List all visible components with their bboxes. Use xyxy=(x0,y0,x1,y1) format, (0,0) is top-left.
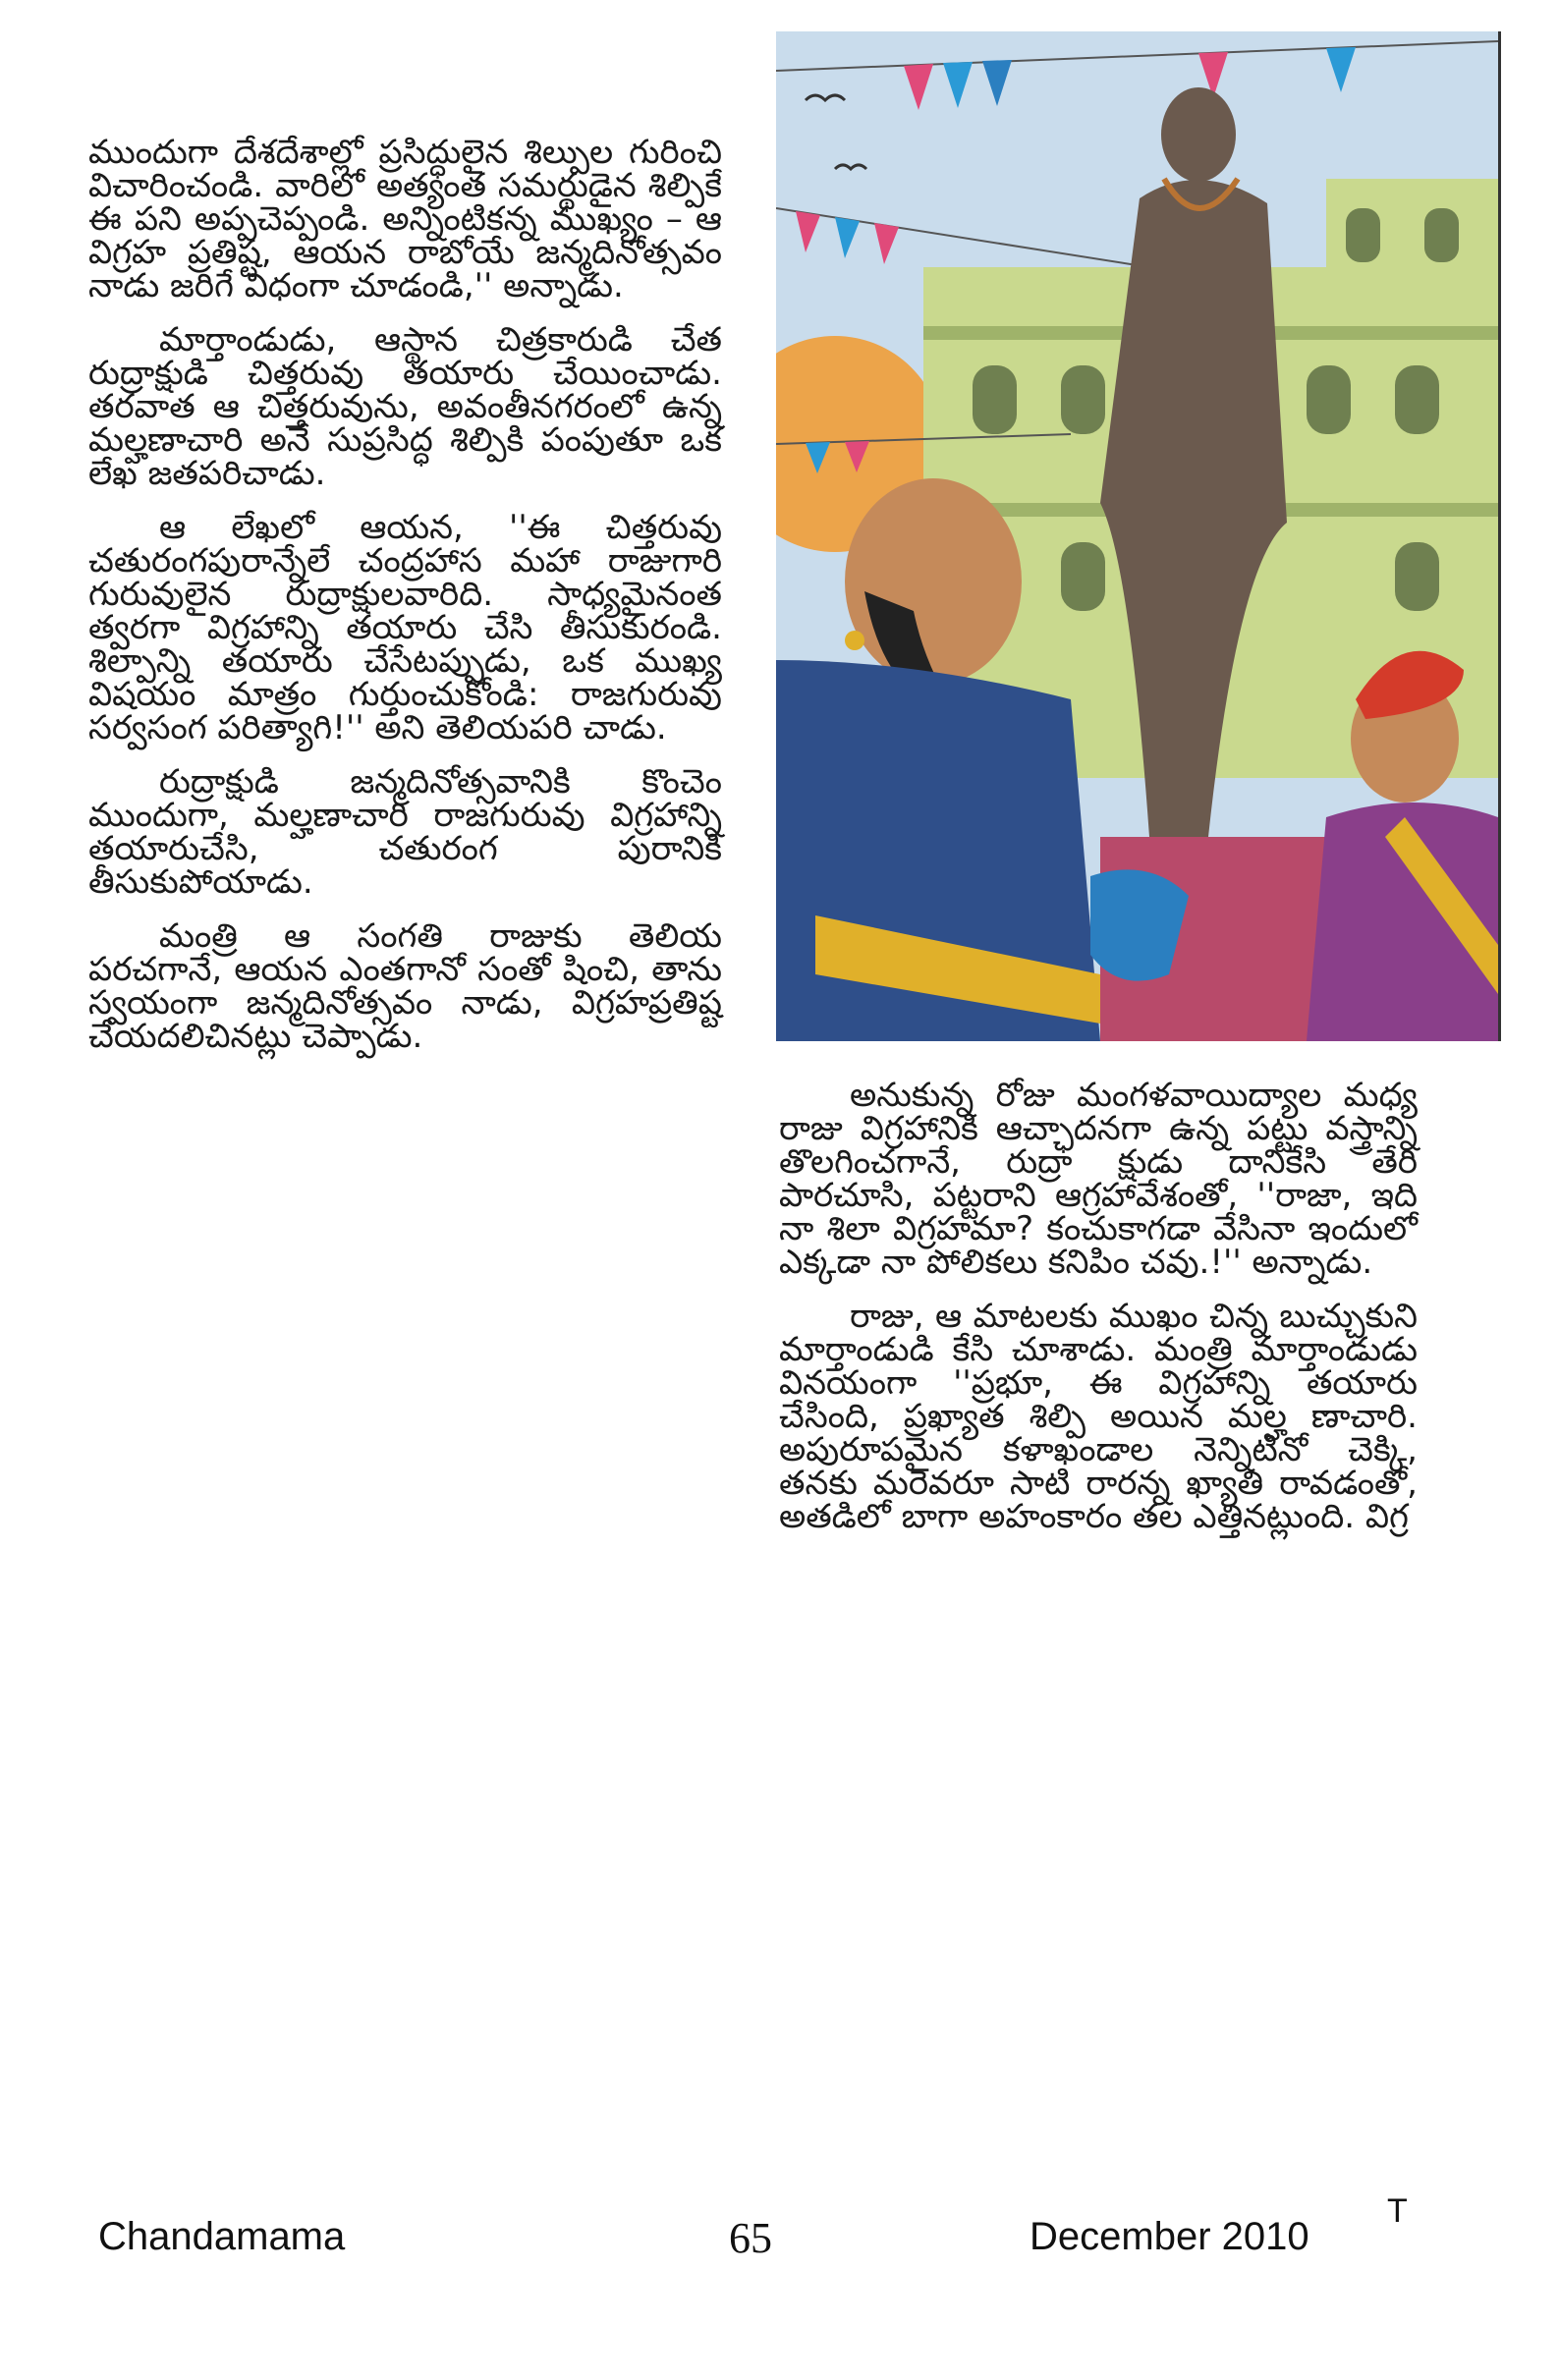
paragraph: రాజు, ఆ మాటలకు ముఖం చిన్న బుచ్చుకుని మార్తాండుడి కేసి చూశాడు. మంత్రి మార్తాండుడు వినయంగా ''ప్రభూ, ఈ విగ్రహాన్ని తయారు చేసింది, ప్రఖ్యాత శిల్పి అయిన మల్హ ణాచారి. అపురూపమైన కళాఖండాల నెన్నిటినో చెక్కి, తనకు మరెవరూ సాటి రారన్న ఖ్యాతి రావడంతో, అతడిలో బాగా అహంకారం తల ఎత్తినట్లుంది. విగ్ర xyxy=(779,1297,1418,1536)
right-text-column xyxy=(779,1076,1418,1554)
paragraph: మార్తాండుడు, ఆస్థాన చిత్రకారుడి చేత రుద్రాక్షుడి చిత్తరువు తయారు చేయించాడు. తరవాత ఆ చిత్తరువును, అవంతీనగరంలో ఉన్న మల్హణాచారి అనే సుప్రసిద్ధ శిల్పికి పంపుతూ ఒక లేఖ జతపరిచాడు. xyxy=(88,320,722,493)
story-illustration xyxy=(776,31,1501,1041)
magazine-name: Chandamama xyxy=(98,2215,346,2258)
issue-date: December 2010 xyxy=(1030,2215,1309,2258)
paragraph: మంత్రి ఆ సంగతి రాజుకు తెలియ పరచగానే, ఆయన ఎంతగానో సంతో షించి, తాను స్వయంగా జన్మదినోత్సవం నాడు, విగ్రహప్రతిష్ట చేయదలిచినట్లు చెప్పాడు. xyxy=(88,916,722,1056)
paragraph: రుద్రాక్షుడి జన్మదినోత్సవానికి కొంచెం ముందుగా, మల్హణాచారి రాజగురువు విగ్రహాన్ని తయారుచేసి, చతురంగ పురానికి తీసుకుపోయాడు. xyxy=(88,762,722,902)
paragraph: అనుకున్న రోజు మంగళవాయిద్యాల మధ్య రాజు విగ్రహానికి ఆచ్ఛాదనగా ఉన్న పట్టు వస్త్రాన్ని తొలగించగానే, రుద్రా క్షుడు దానికేసి తేరి పారచూసి, పట్టరాని ఆగ్రహావేశంతో, ''రాజా, ఇది నా శిలా విగ్రహమా? కంచుకాగడా వేసినా ఇందులో ఎక్కడా నా పోలికలు కనిపిం చవు.!'' అన్నాడు. xyxy=(779,1076,1418,1282)
left-text-column xyxy=(88,133,722,1074)
page-number: 65 xyxy=(729,2214,772,2262)
footer-mark: T xyxy=(1387,2192,1408,2230)
paragraph: ముందుగా దేశదేశాల్లో ప్రసిద్ధులైన శిల్పుల గురించి విచారించండి. వారిలో అత్యంత సమర్థుడైన శిల్పికే ఈ పని అప్పచెప్పండి. అన్నింటికన్న ముఖ్యం – ఆ విగ్రహ ప్రతిష్ట, ఆయన రాబోయే జన్మదినోత్సవం నాడు జరిగే విధంగా చూడండి,'' అన్నాడు. xyxy=(88,133,722,305)
illustration-drawing xyxy=(776,31,1498,1041)
paragraph: ఆ లేఖలో ఆయన, ''ఈ చిత్తరువు చతురంగపురాన్నేలే చంద్రహాస మహా రాజుగారి గురువులైన రుద్రాక్షులవారిది. సాధ్యమైనంత త్వరగా విగ్రహాన్ని తయారు చేసి తీసుకురండి. శిల్పాన్ని తయారు చేసేటప్పుడు, ఒక ముఖ్య విషయం మాత్రం గుర్తుంచుకోండి: రాజగురువు సర్వసంగ పరిత్యాగి!'' అని తెలియపరి చాడు. xyxy=(88,508,722,747)
